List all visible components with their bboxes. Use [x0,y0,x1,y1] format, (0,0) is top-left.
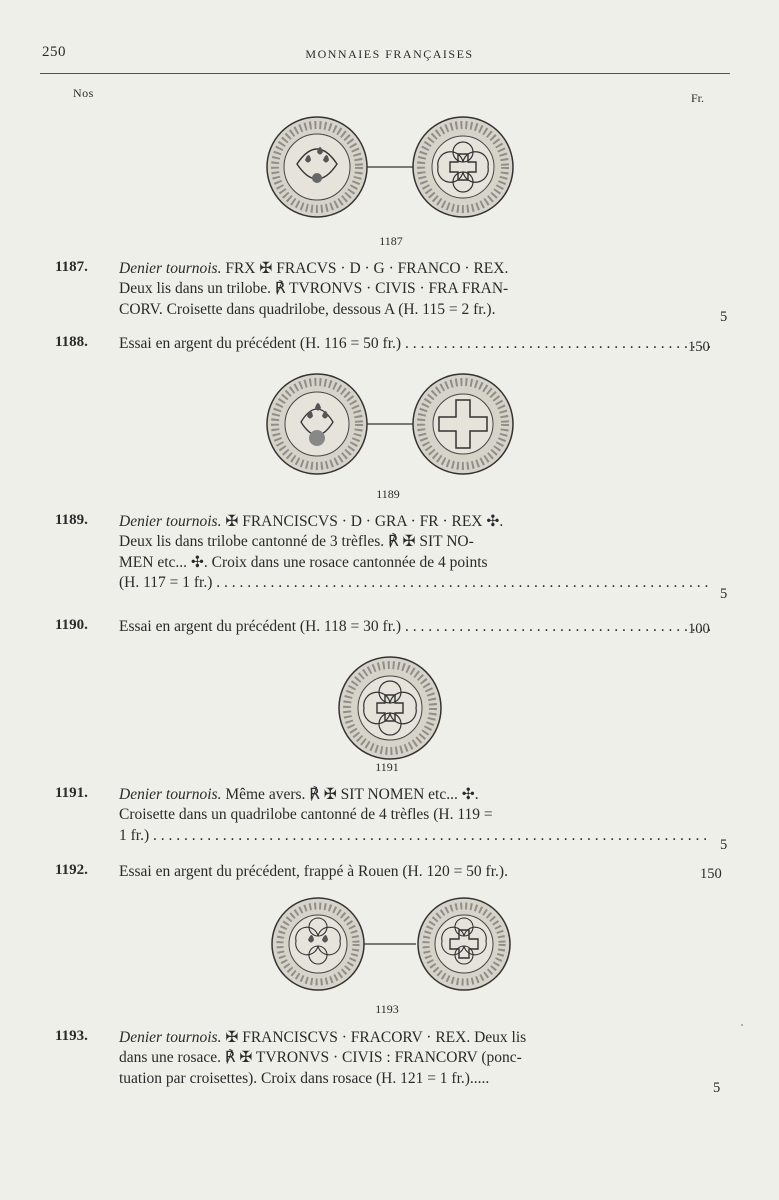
coin-figure-1187 [265,112,525,220]
description-line [119,334,712,354]
description-line: ✠ FRANCISCVS · FRACORV · REX. Deux lis [225,1029,527,1046]
description-line [119,617,712,637]
catalogue-entry-1191 [55,785,745,853]
entry-price: 150 [700,866,722,882]
description-line: Essai en argent du précédent, frappé à Rouen (H. 120 = 50 fr.). [119,863,508,880]
paper-speck [741,1024,743,1026]
figure-caption: 1193 [375,1002,399,1016]
header-rule [40,73,730,74]
description-line: Croisette dans un quadrilobe cantonné de 4 trèfles (H. 119 = [119,806,493,824]
description-line: ✠ FRANCISCVS · D · GRA · FR · REX ✣. [225,513,504,530]
entry-price: 5 [720,837,728,853]
description-text: Essai en argent du précédent (H. 116 = 50 fr.) [119,335,402,352]
catalogue-entry-1188 [55,334,745,358]
entry-price: 5 [713,1080,721,1096]
entry-description [119,617,712,637]
coin-obverse-1193 [272,898,364,990]
column-header-francs: Fr. [691,91,705,105]
coin-reverse-1187 [413,117,513,217]
description-text: 1 fr.) [119,826,150,844]
coin-figure-1189 [265,370,525,478]
description-line: Deux lis dans trilobe cantonné de 3 trèfles. ℟ ✠ SIT NO- [119,533,474,551]
entry-number: 1192. [55,862,88,878]
figure-caption: 1187 [379,234,403,248]
coin-reverse-1191 [339,657,441,759]
coin-type: Denier tournois. [119,513,222,530]
description-line: FRX ✠ FRACVS · D · G · FRANCO · REX. [225,260,509,277]
entry-description [119,1028,712,1089]
description-line: CORV. Croisette dans quadrilobe, dessous A (H. 115 = 2 fr.). [119,300,496,318]
coin-obverse-1189 [267,374,367,474]
coin-figure-1193 [270,894,520,996]
column-header-numbers: Nos [73,86,94,100]
entry-description [119,785,712,846]
description-line: dans une rosace. ℟ ✠ TVRONVS · CIVIS : FRANCORV (ponc- [119,1049,522,1067]
catalogue-entry-1187 [55,259,745,323]
entry-description [119,862,712,882]
entry-number: 1193. [55,1028,88,1044]
coin-figure-1191 [334,654,446,762]
entry-number: 1190. [55,617,88,633]
entry-description [119,334,712,354]
description-text: (H. 117 = 1 fr.) [119,573,213,591]
entry-number: 1188. [55,334,88,350]
description-line: Même avers. ℟ ✠ SIT NOMEN etc... ✣. [225,786,479,803]
entry-description [119,259,712,320]
entry-number: 1191. [55,785,88,801]
coin-reverse-1193 [418,898,510,990]
entry-description [119,512,712,593]
entry-number: 1187. [55,259,88,275]
description-line [119,573,712,593]
catalogue-entry-1193 [55,1028,745,1096]
coin-reverse-1189 [413,374,513,474]
description-line: MEN etc... ✣. Croix dans une rosace cantonnée de 4 points [119,553,488,571]
figure-caption: 1191 [375,760,399,774]
entry-price: 5 [720,309,728,325]
catalogue-entry-1190 [55,617,745,641]
coin-type: Denier tournois. [119,260,222,277]
coin-type: Denier tournois. [119,1029,222,1046]
entry-price: 100 [688,621,710,637]
description-line: Deux lis dans un trilobe. ℟ TVRONVS · CIVIS · FRA FRAN- [119,280,509,298]
description-line [119,826,712,846]
description-text: Essai en argent du précédent (H. 118 = 30 fr.) [119,618,402,635]
coin-obverse-1187 [267,117,367,217]
catalogue-entry-1192 [55,862,745,886]
coin-type: Denier tournois. [119,786,222,803]
entry-price: 5 [720,586,728,602]
page-number: 250 [42,44,66,60]
entry-price: 150 [688,339,710,355]
description-line: tuation par croisettes). Croix dans rosace (H. 121 = 1 fr.)..... [119,1069,490,1087]
running-head: MONNAIES FRANÇAISES [305,47,474,61]
figure-caption: 1189 [376,487,400,501]
entry-number: 1189. [55,512,88,528]
catalogue-entry-1189 [55,512,745,602]
